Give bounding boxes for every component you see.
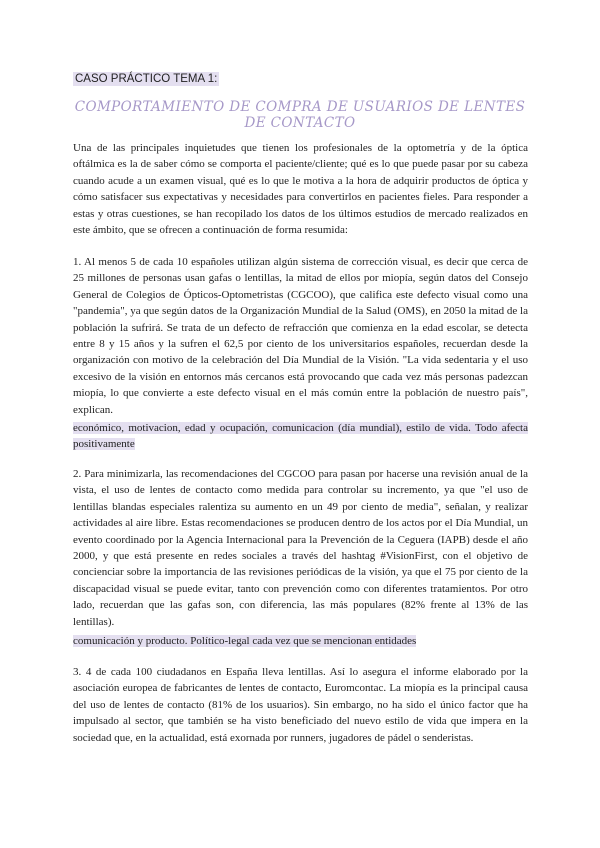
- highlight-note-1: [73, 420, 528, 453]
- paragraph-3: 3. 4 de cada 100 ciudadanos en España lleva lentillas. Así lo asegura el informe elaborado por la asociación europea de fabricantes de lentes de contacto, Euromcontac. La miopía es la principal causa del uso de lentes de contacto (81% de los usuarios). Sin embargo, no ha sido el único factor que ha impulsado al sector, que también se ha visto beneficiado del nuevo estilo de vida que impera en la sociedad que, en la actualidad, está exornada por runners, jugadores de pádel o senderistas.: [73, 666, 528, 744]
- highlight-note-2-text: comunicación y producto. Político-legal cada vez que se mencionan entidades: [73, 635, 417, 647]
- intro-paragraph: Una de las principales inquietudes que tienen los profesionales de la optometría y de la óptica oftálmica es la de saber cómo se comporta el paciente/cliente; qué es lo que puede pasar por su cabeza cuando acude a un examen visual, qué es lo que le motiva a la hora de adquirir productos de óptica y cómo satisfacer sus expectativas y necesidades para convertirlos en pacientes fieles. Para responder a estas y otras cuestiones, se han recopilado los datos de los últimos estudios de mercado realizados en este ámbito, que se ofrecen a continuación de forma resumida:: [73, 142, 528, 237]
- paragraph-1: 1. Al menos 5 de cada 10 españoles utilizan algún sistema de corrección visual, es decir que cerca de 25 millones de personas usan gafas o lentillas, la mitad de ellos por miopía, según datos del Consejo General de Colegios de Ópticos-Optometristas (CGCOO), que califica este defecto visual como una "pandemia", ya que según datos de la Organización Mundial de la Salud (OMS), en 2050 la mitad de la población la sufrirá. Se trata de un defecto de refracción que comienza en la edad escolar, se detecta entre 8 y 15 años y la sufren el 62,5 por ciento de los universitarios españoles, recuerdan desde la organización con motivo de la celebración del Día Mundial de la Visión. "La vida sedentaria y el uso excesivo de la visión en entornos más cercanos está provocando que cada vez más personas padezcan miopía, lo que convierte a este defecto visual en el más común entre la población de nuestro país", explican.: [73, 256, 528, 416]
- case-title: CASO PRÁCTICO TEMA 1:: [75, 73, 218, 85]
- document-title: COMPORTAMIENTO DE COMPRA DE USUARIOS DE LENTES DE CONTACTO: [74, 99, 526, 131]
- highlight-note-2: [73, 633, 528, 649]
- paragraph-2: 2. Para minimizarla, las recomendaciones del CGCOO para pasan por hacerse una revisión anual de la vista, el uso de lentes de contacto como medida para controlar su incremento, ya que "el uso de lentillas blandas especiales ralentiza su aumento en un 49 por ciento de media", señalan, y realizar actividades al aire libre. Estas recomendaciones se producen dentro de los actos por el Día Mundial, un evento coordinado por la Agencia Internacional para la Prevención de la Ceguera (IAPB) desde el año 2000, y que está presente en redes sociales a través del hashtag #VisionFirst, con el objetivo de concienciar sobre la importancia de las revisiones periódicas de la visión, ya que el 75 por ciento de la discapacidad visual se puede evitar, tanto con prevención como con diferentes tratamientos. Por otro lado, recuerdan que las gafas son, con diferencia, las más populares (82% frente al 13% de las lentillas).: [73, 468, 528, 628]
- highlight-note-1-text: económico, motivacion, edad y ocupación, comunicacion (día mundial), estilo de vida. Todo afecta positivamente: [73, 422, 528, 451]
